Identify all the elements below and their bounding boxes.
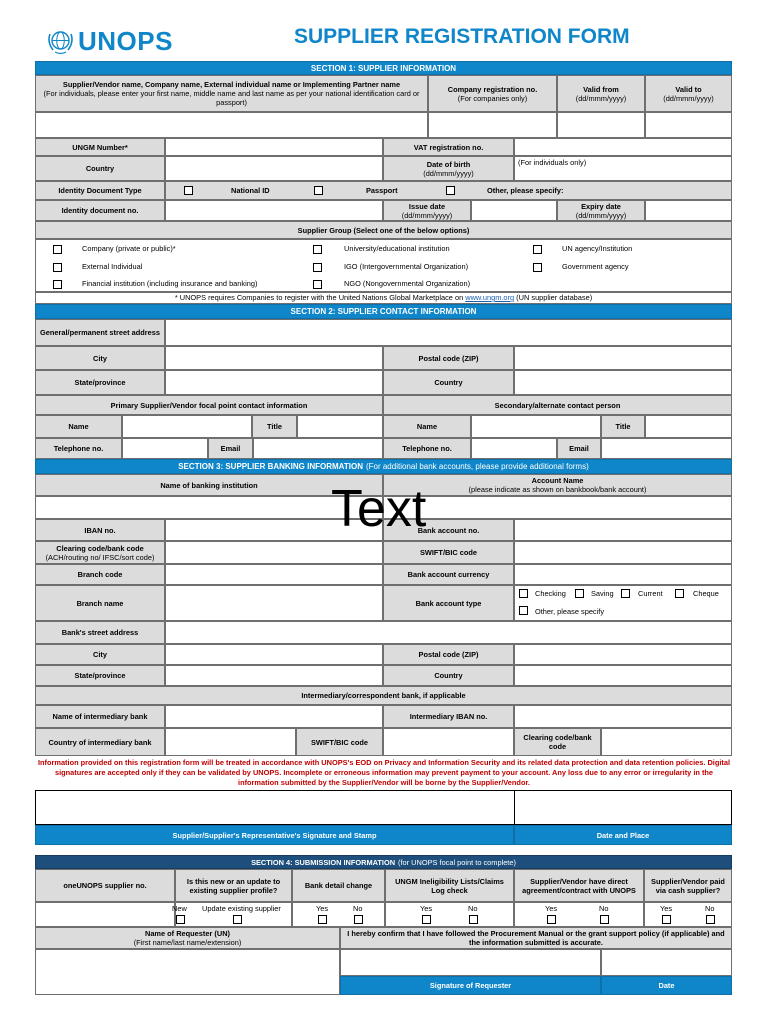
- checking-label: Checking: [535, 589, 566, 598]
- bank-postal-label: [383, 644, 514, 665]
- bank-change-yes-label: Yes: [316, 904, 329, 913]
- swift-field[interactable]: [514, 541, 732, 564]
- valid-from-sub: (dd/mmm/yyyy): [575, 93, 627, 103]
- privacy-notice: Information provided on this registration form will be treated in accordance with UNOPS's EOD on Privacy and Information Security and its related data protection and data retention policies. Digital signatures are accepted only if they can be validated by UNOPS. Incomplete or erroneous information may prevent payment to your account. Any loss due to any error or irregularity in the information submitted by the Supplier/Vendor will be borne by the Supplier/Vendor.: [37, 758, 731, 787]
- group-igo-label: IGO (Intergovernmental Organization): [344, 262, 469, 271]
- branch-code-label: [35, 564, 165, 585]
- secondary-name-field[interactable]: [471, 415, 601, 438]
- supplier-group-text: Supplier Group (Select one of the below options): [297, 225, 470, 235]
- update-label: Update existing supplier: [202, 904, 281, 913]
- supplier-name-label-text: Supplier/Vendor name, Company name, External individual name or Implementing Partner name: [62, 80, 401, 89]
- other-id-label: Other, please specify:: [487, 186, 564, 195]
- cash-supplier-label: [644, 869, 732, 902]
- primary-name-text: Name: [68, 422, 89, 431]
- int-clearing-label: [514, 728, 601, 756]
- new-update-text: Is this new or an update to existing supplier profile?: [186, 876, 281, 895]
- ungm-label-text: UNGM Number*: [72, 142, 128, 152]
- confirm-label: [340, 927, 732, 949]
- saving-checkbox[interactable]: [575, 589, 584, 598]
- expiry-date-sub: (dd/mmm/yyyy): [575, 210, 627, 220]
- signature-label: Supplier/Supplier's Representative's Signature and Stamp: [172, 830, 377, 840]
- footnote-text: * UNOPS requires Companies to register with the United Nations Global Marketplace on: [174, 293, 466, 302]
- bank-change-no-checkbox[interactable]: [354, 915, 363, 924]
- direct-no-checkbox[interactable]: [600, 915, 609, 924]
- primary-email-label: [208, 438, 253, 459]
- bank-state-text: State/province: [74, 671, 126, 680]
- int-country-text: Country of intermediary bank: [48, 737, 152, 747]
- country-field[interactable]: [165, 156, 383, 181]
- bank-postal-field[interactable]: [514, 644, 732, 665]
- secondary-name-label: [383, 415, 471, 438]
- ungm-check-no-label: No: [468, 904, 478, 913]
- group-government-checkbox[interactable]: [533, 263, 542, 272]
- group-individual-label: External Individual: [82, 262, 143, 271]
- requester-date-label-bar: [601, 976, 732, 995]
- vat-label-text: VAT registration no.: [413, 142, 484, 152]
- form-title: SUPPLIER REGISTRATION FORM: [294, 25, 630, 48]
- group-company-label: Company (private or public)*: [82, 244, 176, 253]
- company-reg-label: [428, 75, 557, 112]
- section3-header: [35, 459, 732, 474]
- intermediary-label: [35, 686, 732, 705]
- expiry-date-field[interactable]: [645, 200, 732, 221]
- branch-code-text: Branch code: [77, 570, 123, 579]
- id-no-field[interactable]: [165, 200, 383, 221]
- section4-header: [35, 855, 732, 869]
- ungm-check-yes-checkbox[interactable]: [422, 915, 431, 924]
- bank-state-label: [35, 665, 165, 686]
- currency-label: [383, 564, 514, 585]
- secondary-name-text: Name: [416, 422, 438, 431]
- ungm-check-yes-label: Yes: [420, 904, 433, 913]
- supplier-name-field[interactable]: [35, 112, 428, 138]
- section1-title: SECTION 1: SUPPLIER INFORMATION: [310, 63, 457, 73]
- primary-title-text: Title: [266, 422, 283, 431]
- ungm-check-label: [385, 869, 514, 902]
- passport-checkbox[interactable]: [314, 186, 323, 195]
- oneunops-field[interactable]: [35, 902, 175, 927]
- ungm-label: [35, 138, 165, 156]
- ungm-link[interactable]: www.ungm.org: [465, 293, 515, 302]
- int-name-field[interactable]: [165, 705, 383, 728]
- requester-signature-label-bar: [340, 976, 601, 995]
- valid-from-label: [557, 75, 645, 112]
- dob-note: (For individuals only): [518, 158, 587, 167]
- valid-to-label: [645, 75, 732, 112]
- branch-name-label: [35, 585, 165, 621]
- int-iban-field[interactable]: [514, 705, 732, 728]
- id-no-label: [35, 200, 165, 221]
- issue-date-sub: (dd/mmm/yyyy): [401, 210, 453, 220]
- group-university-label: University/educational institution: [344, 244, 450, 253]
- passport-label: Passport: [366, 186, 398, 195]
- section2-header: [35, 304, 732, 319]
- cash-yes-label: Yes: [660, 904, 673, 913]
- issue-date-field[interactable]: [471, 200, 557, 221]
- state-label: [35, 370, 165, 395]
- id-type-label: [35, 181, 165, 200]
- text-overlay: Text: [331, 480, 427, 538]
- dob-label-text: Date of birth: [426, 159, 471, 169]
- cash-yes-checkbox[interactable]: [662, 915, 671, 924]
- footnote-text-end: (UN supplier database): [514, 293, 593, 302]
- int-swift-field[interactable]: [383, 728, 514, 756]
- saving-label: Saving: [591, 589, 614, 598]
- requester-date-label: Date: [658, 981, 675, 990]
- supplier-group-options: [35, 239, 732, 292]
- secondary-email-field[interactable]: [601, 438, 732, 459]
- requester-date-field[interactable]: [601, 949, 732, 976]
- primary-phone-field[interactable]: [122, 438, 208, 459]
- requester-signature-field[interactable]: [340, 949, 601, 976]
- national-id-label: National ID: [231, 186, 270, 195]
- bank-street-field[interactable]: [165, 621, 732, 644]
- group-ngo-checkbox[interactable]: [313, 280, 322, 289]
- section2-title: SECTION 2: SUPPLIER CONTACT INFORMATION: [290, 307, 477, 316]
- secondary-email-text: Email: [569, 444, 589, 453]
- supplier-group-label: [35, 221, 732, 239]
- swift-text: SWIFT/BIC code: [419, 548, 478, 557]
- int-clearing-text: Clearing code/bank code: [523, 733, 592, 751]
- primary-name-label: [35, 415, 122, 438]
- dob-label: [383, 156, 514, 181]
- cash-supplier-options: [644, 902, 732, 927]
- bank-change-yes-checkbox[interactable]: [318, 915, 327, 924]
- supplier-name-label-sub: (For individuals, please enter your first name, middle name and last name as per your national identification card or passport): [43, 89, 420, 107]
- cheque-label: Cheque: [693, 589, 719, 598]
- id-no-label-text: Identity document no.: [61, 206, 139, 215]
- secondary-email-label: [557, 438, 601, 459]
- direct-no-label: No: [599, 904, 609, 913]
- account-name-text: Account Name: [531, 476, 584, 485]
- account-name-field[interactable]: [383, 496, 732, 519]
- primary-contact-text: Primary Supplier/Vendor focal point contact information: [110, 400, 308, 410]
- postal-label-text: Postal code (ZIP): [418, 353, 479, 363]
- bank-street-label: [35, 621, 165, 644]
- account-name-sub: (please indicate as shown on bankbook/bank account): [468, 485, 647, 494]
- update-checkbox[interactable]: [233, 915, 242, 924]
- checking-checkbox[interactable]: [519, 589, 528, 598]
- ungm-check-text: UNGM Ineligibility Lists/Claims Log check: [395, 876, 504, 895]
- int-clearing-field[interactable]: [601, 728, 732, 756]
- bank-country-label: [383, 665, 514, 686]
- other-account-checkbox[interactable]: [519, 606, 528, 615]
- bank-postal-text: Postal code (ZIP): [418, 650, 479, 659]
- expiry-date-text: Expiry date: [581, 201, 621, 211]
- group-igo-checkbox[interactable]: [313, 263, 322, 272]
- ungm-field[interactable]: [165, 138, 383, 156]
- primary-name-field[interactable]: [122, 415, 252, 438]
- logo-wordmark: UNOPS: [78, 25, 173, 56]
- date-place-field[interactable]: [515, 791, 731, 824]
- requester-text: Name of Requester (UN): [144, 929, 230, 938]
- group-financial-label: Financial institution (including insurance and banking): [82, 279, 258, 288]
- account-type-options: [514, 585, 732, 621]
- group-university-checkbox[interactable]: [313, 245, 322, 254]
- branch-code-field[interactable]: [165, 564, 383, 585]
- iban-text: IBAN no.: [84, 525, 116, 535]
- secondary-title-label: [601, 415, 645, 438]
- signature-label-bar: [35, 825, 514, 845]
- primary-title-field[interactable]: [297, 415, 383, 438]
- branch-name-field[interactable]: [165, 585, 383, 621]
- other-id-checkbox[interactable]: [446, 186, 455, 195]
- cash-no-label: No: [705, 904, 715, 913]
- int-name-text: Name of intermediary bank: [52, 712, 148, 721]
- bank-street-text: Bank's street address: [61, 628, 139, 637]
- secondary-phone-label: [383, 438, 471, 459]
- new-label: New: [172, 904, 187, 913]
- contact-country-field[interactable]: [514, 370, 732, 395]
- bank-city-field[interactable]: [165, 644, 383, 665]
- int-iban-label: [383, 705, 514, 728]
- group-un-agency-checkbox[interactable]: [533, 245, 542, 254]
- company-reg-label-sub: (For companies only): [457, 93, 528, 103]
- address-label: [35, 319, 165, 346]
- direct-agreement-options: [514, 902, 644, 927]
- bank-account-text: Bank account no.: [417, 525, 480, 535]
- bank-country-text: Country: [434, 671, 463, 680]
- new-checkbox[interactable]: [176, 915, 185, 924]
- primary-title-label: [252, 415, 297, 438]
- secondary-phone-text: Telephone no.: [402, 444, 452, 453]
- supplier-name-label: [35, 75, 428, 112]
- group-ngo-label: NGO (Nongovernmental Organization): [344, 279, 471, 288]
- clearing-label: [35, 541, 165, 564]
- valid-to-field[interactable]: [645, 112, 732, 138]
- valid-to-text: Valid to: [675, 84, 702, 94]
- vat-label: [383, 138, 514, 156]
- account-name-label: [383, 474, 732, 496]
- issue-date-text: Issue date: [408, 201, 446, 211]
- city-field[interactable]: [165, 346, 383, 370]
- ungm-footnote: [35, 292, 732, 304]
- valid-from-field[interactable]: [557, 112, 645, 138]
- secondary-contact-text: Secondary/alternate contact person: [494, 400, 621, 410]
- dob-label-sub: (dd/mmm/yyyy): [423, 168, 474, 178]
- group-financial-checkbox[interactable]: [53, 280, 62, 289]
- oneunops-text: oneUNOPS supplier no.: [63, 881, 147, 890]
- cash-supplier-text: Supplier/Vendor paid via cash supplier?: [651, 876, 725, 895]
- address-label-text: General/permanent street address: [40, 328, 160, 337]
- direct-agreement-label: [514, 869, 644, 902]
- clearing-field[interactable]: [165, 541, 383, 564]
- section1-header: [35, 61, 732, 75]
- city-label-text: City: [93, 353, 107, 363]
- int-country-label: [35, 728, 165, 756]
- country-label: [35, 156, 165, 181]
- secondary-title-field[interactable]: [645, 415, 732, 438]
- valid-to-sub: (dd/mmm/yyyy): [663, 93, 714, 103]
- date-place-label: Date and Place: [596, 830, 650, 840]
- city-label: [35, 346, 165, 370]
- bank-change-label: [292, 869, 385, 902]
- new-update-options: [172, 902, 292, 927]
- secondary-contact-label: [383, 395, 732, 415]
- ungm-check-options: [385, 902, 514, 927]
- expiry-date-label: [557, 200, 645, 221]
- postal-field[interactable]: [514, 346, 732, 370]
- state-field[interactable]: [165, 370, 383, 395]
- id-type-options: [165, 181, 732, 200]
- int-swift-label: [296, 728, 383, 756]
- account-type-label: [383, 585, 514, 621]
- current-label: Current: [638, 589, 663, 598]
- bank-city-label: [35, 644, 165, 665]
- address-field[interactable]: [165, 319, 732, 346]
- requester-signature-label: Signature of Requester: [429, 981, 512, 990]
- bank-change-options: [292, 902, 385, 927]
- section3-note: (For additional bank accounts, please provide additional forms): [365, 462, 589, 471]
- bank-change-no-label: No: [353, 904, 363, 913]
- group-government-label: Government agency: [562, 262, 629, 271]
- unops-logo: [47, 27, 207, 55]
- int-swift-text: SWIFT/BIC code: [310, 737, 369, 747]
- bank-country-field[interactable]: [514, 665, 732, 686]
- swift-label: [383, 541, 514, 564]
- clearing-text: Clearing code/bank code: [56, 543, 144, 553]
- secondary-title-text: Title: [615, 422, 631, 431]
- dob-field[interactable]: [514, 156, 732, 181]
- current-checkbox[interactable]: [621, 589, 630, 598]
- branch-name-text: Branch name: [76, 598, 124, 608]
- contact-country-text: Country: [434, 378, 463, 387]
- bank-account-field[interactable]: [514, 519, 732, 541]
- bank-change-text: Bank detail change: [304, 881, 373, 890]
- national-id-checkbox[interactable]: [184, 186, 193, 195]
- clearing-sub: (ACH/routing no/ IFSC/sort code): [45, 552, 155, 562]
- primary-phone-text: Telephone no.: [53, 444, 104, 453]
- company-reg-label-text: Company registration no.: [447, 84, 538, 94]
- ungm-check-no-checkbox[interactable]: [469, 915, 478, 924]
- int-iban-text: Intermediary IBAN no.: [409, 712, 488, 721]
- int-country-field[interactable]: [165, 728, 296, 756]
- requester-name-field[interactable]: [35, 949, 340, 995]
- section4-note: (for UNOPS focal point to complete): [398, 857, 516, 867]
- group-company-checkbox[interactable]: [53, 245, 62, 254]
- bank-name-text: Name of banking institution: [160, 480, 258, 490]
- iban-label: [35, 519, 165, 541]
- int-name-label: [35, 705, 165, 728]
- currency-text: Bank account currency: [407, 570, 490, 579]
- primary-contact-label: [35, 395, 383, 415]
- group-individual-checkbox[interactable]: [53, 263, 62, 272]
- date-place-label-bar: [514, 825, 732, 845]
- requester-label: [35, 927, 340, 949]
- cheque-checkbox[interactable]: [675, 589, 684, 598]
- bank-state-field[interactable]: [165, 665, 383, 686]
- signature-field[interactable]: [36, 791, 513, 824]
- un-emblem-icon: [47, 28, 74, 55]
- intermediary-text: Intermediary/correspondent bank, if applicable: [301, 691, 466, 700]
- direct-yes-checkbox[interactable]: [547, 915, 556, 924]
- section3-title: SECTION 3: SUPPLIER BANKING INFORMATION: [178, 462, 363, 471]
- confirm-text: I hereby confirm that I have followed the Procurement Manual or the grant support policy (if applicable) and the information submitted is accurate.: [347, 929, 725, 947]
- account-type-text: Bank account type: [415, 598, 482, 608]
- section4-title: SECTION 4: SUBMISSION INFORMATION: [251, 857, 396, 867]
- country-label-text: Country: [85, 164, 115, 173]
- cash-no-checkbox[interactable]: [706, 915, 715, 924]
- primary-email-field[interactable]: [253, 438, 383, 459]
- issue-date-label: [383, 200, 471, 221]
- state-label-text: State/province: [74, 378, 126, 387]
- direct-agreement-text: Supplier/Vendor have direct agreement/contract with UNOPS: [522, 876, 636, 895]
- requester-sub: (First name/last name/extension): [133, 938, 242, 947]
- valid-from-text: Valid from: [583, 84, 619, 94]
- primary-email-text: Email: [220, 444, 241, 453]
- other-account-label: Other, please specify: [535, 607, 605, 616]
- vat-field[interactable]: [514, 138, 732, 156]
- postal-label: [383, 346, 514, 370]
- currency-field[interactable]: [514, 564, 732, 585]
- oneunops-label: [35, 869, 175, 902]
- company-reg-field[interactable]: [428, 112, 557, 138]
- primary-phone-label: [35, 438, 122, 459]
- id-type-label-text: Identity Document Type: [58, 186, 142, 195]
- contact-country-label: [383, 370, 514, 395]
- new-update-label: [175, 869, 292, 902]
- group-un-agency-label: UN agency/Institution: [562, 244, 633, 253]
- direct-yes-label: Yes: [545, 904, 558, 913]
- bank-city-text: City: [93, 650, 107, 659]
- secondary-phone-field[interactable]: [471, 438, 557, 459]
